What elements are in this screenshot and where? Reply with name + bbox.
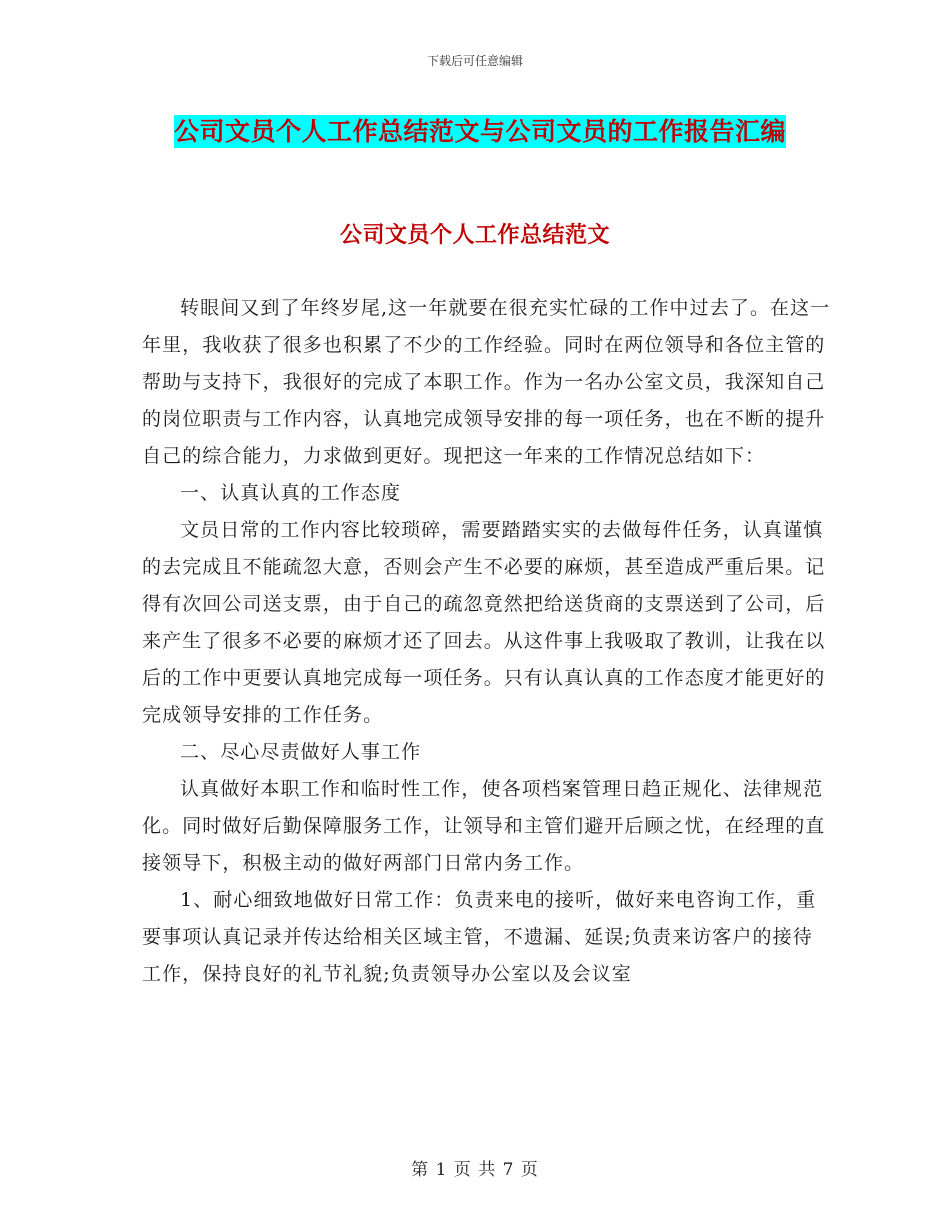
- page-header-note: 下载后可任意编辑: [426, 54, 523, 68]
- paragraph-intro: 转眼间又到了年终岁尾,这一年就要在很充实忙碌的工作中过去了。在这一年里，我收获了很多也积累了不少的工作经验。同时在两位领导和各位主管的帮助与支持下，我很好的完成了本职工作。作为一名办公室文员，我深知自己的岗位职责与工作内容，认真地完成领导安排的每一项任务，也在不断的提升自己的综合能力，力求做到更好。现把这一年来的工作情况总结如下：: [142, 297, 831, 467]
- page-number: 第 1 页 共 7 页: [411, 1160, 539, 1180]
- document-body: [142, 290, 832, 993]
- paragraph-attitude: 文员日常的工作内容比较琐碎，需要踏踏实实的去做每件任务，认真谨慎的去完成且不能疏忽大意，否则会产生不必要的麻烦，甚至造成严重后果。记得有次回公司送支票，由于自己的疏忽竟然把给送货商的支票送到了公司，后来产生了很多不必要的麻烦才还了回去。从这件事上我吸取了教训，让我在以后的工作中更要认真地完成每一项任务。只有认真认真的工作态度才能更好的完成领导安排的工作任务。: [142, 519, 826, 726]
- paragraph-personnel: 认真做好本职工作和临时性工作，使各项档案管理日趋正规化、法律规范化。同时做好后勤保障服务工作，让领导和主管们避开后顾之忧，在经理的直接领导下，积极主动的做好两部门日常内务工作。: [142, 778, 826, 874]
- section-title: 公司文员个人工作总结范文: [339, 222, 610, 248]
- document-title-text: 公司文员个人工作总结范文与公司文员的工作报告汇编: [173, 117, 786, 146]
- paragraph-daily-work: 1、耐心细致地做好日常工作：负责来电的接听，做好来电咨询工作，重要事项认真记录并传达给相关区域主管，不遗漏、延误;负责来访客户的接待工作，保持良好的礼节礼貌;负责领导办公室以及会议室: [142, 889, 817, 985]
- document-title: [140, 108, 820, 155]
- heading-personnel: 二、尽心尽责做好人事工作: [180, 741, 422, 763]
- heading-attitude: 一、认真认真的工作态度: [180, 482, 402, 504]
